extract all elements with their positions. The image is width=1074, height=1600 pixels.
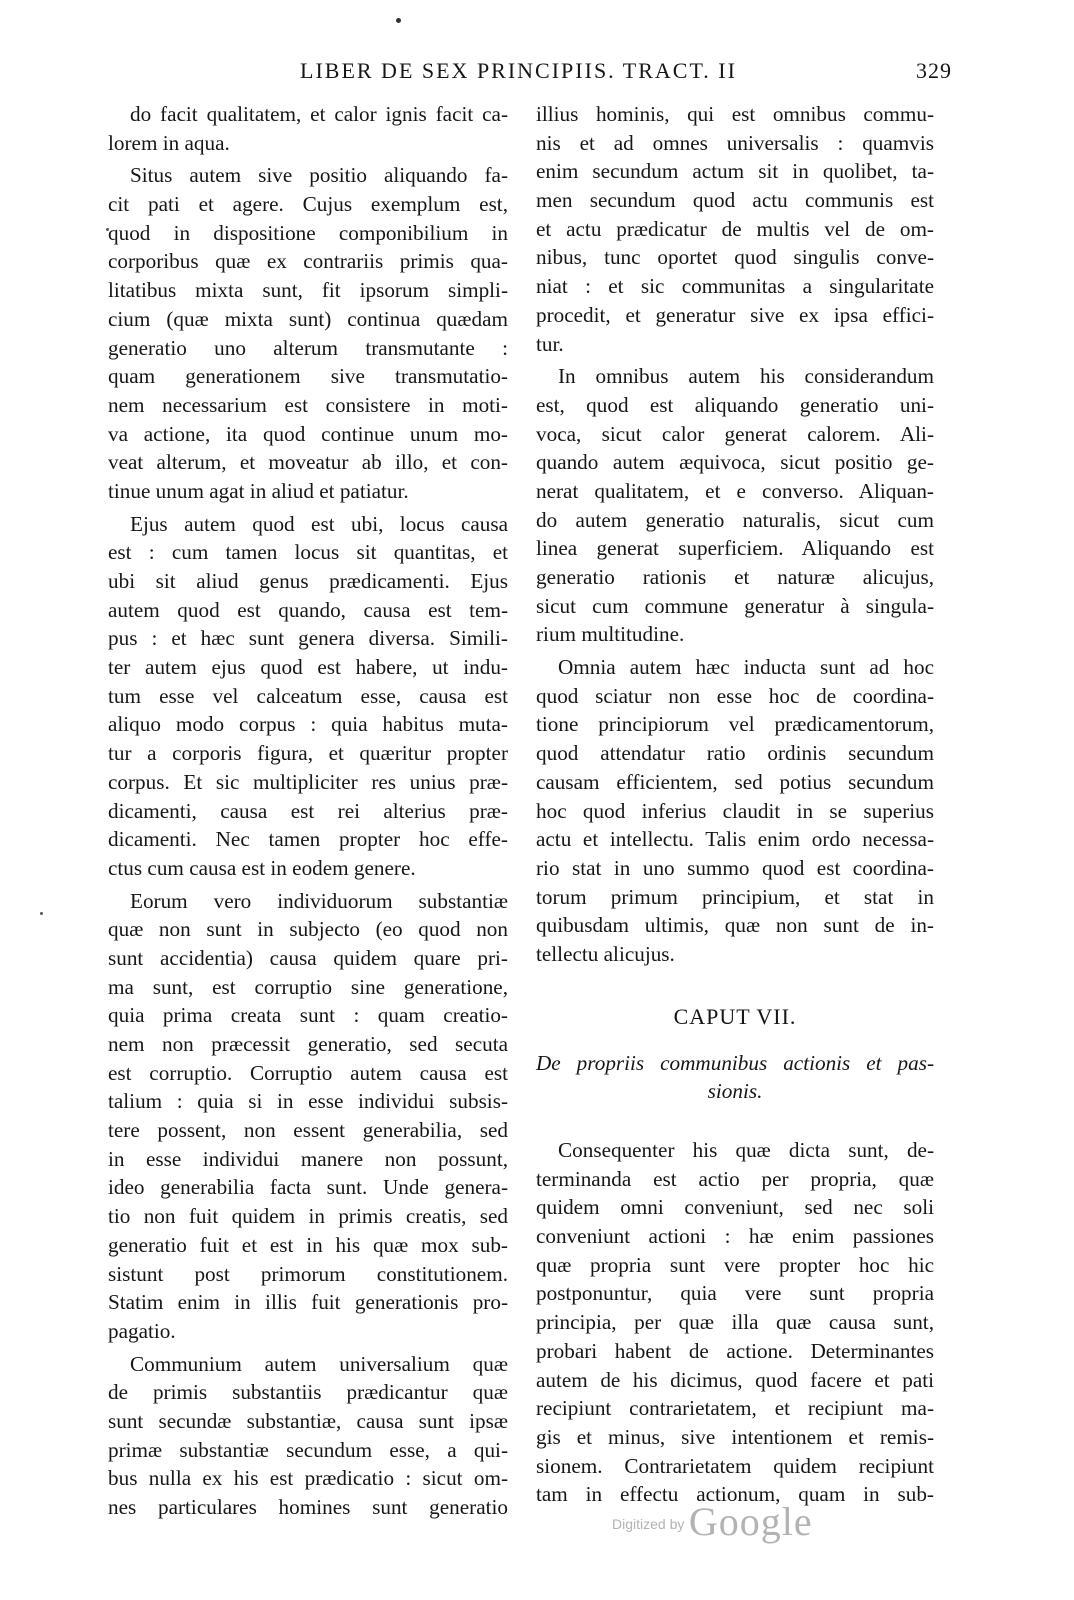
text-line: talium : quia si in esse individui subsis- [108, 1089, 508, 1114]
text-line: nis et ad omnes universalis : quamvis [536, 130, 934, 155]
text-line: conveniunt actioni : hæ enim passiones [536, 1224, 934, 1249]
text-line: pagatio. [108, 1318, 176, 1343]
text-line: quam generationem sive transmutatio- [108, 364, 508, 389]
watermark-prefix: Digitized by [612, 1516, 685, 1532]
text-line: do facit qualitatem, et calor ignis facit ca- [130, 102, 508, 126]
text-line: quando autem æquivoca, sicut positio ge- [536, 450, 934, 475]
text-line: rio stat in uno summo quod est coordina- [536, 855, 934, 880]
text-line: ma sunt, est corruptio sine generatione, [108, 974, 508, 999]
subtitle-line: sionis. [707, 1079, 763, 1104]
text-line: nibus, tunc oportet quod singulis conve- [536, 245, 934, 270]
text-line: postponuntur, quia vere sunt propria [536, 1281, 934, 1306]
text-line: tam in effectu actionum, quam in sub- [536, 1482, 934, 1507]
subtitle-line: De propriis communibus actionis et pas- [536, 1050, 934, 1075]
text-line: corpus. Et sic multipliciter res unius præ- [108, 769, 508, 794]
text-line: Eorum vero individuorum substantiæ [130, 888, 508, 913]
text-line: sicut cum commune generatur à singula- [536, 593, 934, 618]
paragraph [536, 362, 934, 649]
text-line: nem non præcessit generatio, sed secuta [108, 1032, 508, 1056]
text-line: quod sciatur non esse hoc de coordina- [536, 683, 934, 708]
text-line: corporibus quæ ex contrariis primis qua- [108, 249, 508, 274]
text-line: rium multitudine. [536, 622, 685, 647]
ink-dot [396, 18, 401, 23]
text-line: ter autem ejus quod est habere, ut indu- [108, 655, 508, 680]
text-line: generatio rationis et naturæ alicujus, [536, 565, 934, 589]
text-line: autem de his dicimus, quod facere et pati [536, 1367, 934, 1392]
text-line: voca, sicut calor generat calorem. Ali- [536, 421, 934, 446]
text-line: tere possent, non essent generabilia, sed [108, 1118, 508, 1143]
text-line: tum esse vel calceatum esse, causa est [108, 683, 508, 708]
text-line: lorem in aqua. [108, 130, 230, 155]
text-line: Statim enim in illis fuit generationis pro- [108, 1290, 508, 1315]
paragraph [108, 510, 508, 883]
text-line: sunt secundæ substantiæ, causa sunt ipsæ [108, 1408, 508, 1433]
paragraph [108, 887, 508, 1346]
text-line: autem quod est quando, causa est tem- [108, 597, 508, 622]
text-line: gis et minus, sive intentionem et remis- [536, 1424, 934, 1449]
text-line: primæ substantiæ secundum esse, a qui- [108, 1437, 508, 1462]
paragraph [108, 100, 508, 157]
text-line: men secundum quod actu communis est [536, 188, 934, 213]
text-line: niat : et sic communitas a singularitate [536, 274, 934, 299]
text-line: quæ propria sunt vere propter hoc hic [536, 1252, 934, 1277]
text-line: generatio uno alterum transmutante : [108, 335, 508, 360]
text-line: nerat qualitatem, et e converso. Aliquan- [536, 478, 934, 503]
text-line: aliquo modo corpus : quia habitus muta- [108, 712, 508, 737]
right-column-top-text [536, 100, 934, 969]
text-line: cit pati et agere. Cujus exemplum est, [108, 192, 508, 217]
text-line: ideo generabilia facta sunt. Unde genera- [108, 1175, 508, 1200]
text-line: est corruptio. Corruptio autem causa est [108, 1060, 508, 1085]
paragraph [108, 1350, 508, 1522]
text-line: ubi sit aliud genus prædicamenti. Ejus [108, 569, 508, 593]
text-line: nes particulares homines sunt generatio [108, 1495, 508, 1519]
text-line: do autem generatio naturalis, sicut cum [536, 507, 934, 532]
text-line: Omnia autem hæc inducta sunt ad hoc [558, 655, 934, 680]
text-line: veat alterum, et moveatur ab illo, et con- [108, 450, 508, 475]
text-line: Consequenter his quæ dicta sunt, de- [558, 1138, 934, 1162]
text-line: tinue unum agat in aliud et patiatur. [108, 478, 409, 503]
text-line: generatio fuit et est in his quæ mox sub- [108, 1232, 508, 1257]
paragraph [536, 100, 934, 358]
running-head-title: LIBER DE SEX PRINCIPIIS. TRACT. II [300, 58, 737, 83]
right-text-column [536, 100, 934, 1513]
text-line: quod attendatur ratio ordinis secundum [536, 741, 934, 766]
paragraph [536, 653, 934, 969]
text-line: Ejus autem quod est ubi, locus causa [130, 511, 508, 536]
text-line: tur a corporis figura, et quæritur propter [108, 741, 508, 766]
text-line: tio non fuit quidem in primis creatis, sed [108, 1204, 508, 1229]
text-line: quod in dispositione componibilium in [108, 220, 508, 245]
text-line: illius hominis, qui est omnibus commu- [536, 102, 934, 126]
text-line: causam efficientem, sed potius secundum [536, 769, 934, 794]
text-line: quia prima creata sunt : quam creatio- [108, 1003, 508, 1028]
text-line: actu et intellectu. Talis enim ordo necessa- [536, 827, 934, 852]
text-line: hoc quod inferius claudit in se superius [536, 798, 934, 823]
text-line: de primis substantiis prædicantur quæ [108, 1380, 508, 1405]
text-line: enim secundum actum sit in quolibet, ta- [536, 159, 934, 184]
google-logo: Google [688, 1499, 813, 1544]
text-line: est : cum tamen locus sit quantitas, et [108, 540, 508, 565]
text-line: in esse individui manere non possunt, [108, 1146, 508, 1171]
text-line: Communium autem universalium quæ [130, 1351, 508, 1376]
text-line: bus nulla ex his est prædicatio : sicut om- [108, 1466, 508, 1491]
text-line: ctus cum causa est in eodem genere. [108, 855, 416, 880]
paragraph [536, 1136, 934, 1509]
text-line: recipiunt contrarietatem, et recipiunt ma- [536, 1396, 934, 1421]
text-line: linea generat superficiem. Aliquando est [536, 536, 934, 561]
text-line: sistunt post primorum constitutionem. [108, 1261, 508, 1286]
chapter-heading: CAPUT VII. [673, 1003, 797, 1029]
text-line: sunt accidentia) causa quidem quare pri- [108, 945, 508, 970]
text-line: dicamenti, causa est rei alterius præ- [108, 798, 508, 823]
text-line: tione principiorum vel prædicamentorum, [536, 712, 934, 737]
text-line: sionem. Contrarietatem quidem recipiunt [536, 1453, 934, 1478]
right-column-bottom-text [536, 1136, 934, 1509]
text-line: tur. [536, 331, 564, 356]
ink-speck [40, 912, 43, 915]
text-line: quidem omni conveniunt, sed nec soli [536, 1195, 934, 1220]
text-line: torum primum principium, et stat in [536, 884, 934, 909]
text-line: tellectu alicujus. [536, 941, 675, 966]
text-line: terminanda est actio per propria, quæ [536, 1166, 934, 1191]
text-line: dicamenti. Nec tamen propter hoc effe- [108, 827, 508, 852]
text-line: pus : et hæc sunt genera diversa. Simili- [108, 626, 508, 651]
text-line: nem necessarium est consistere in moti- [108, 392, 508, 417]
text-line: cium (quæ mixta sunt) continua quædam [108, 306, 508, 331]
text-line: quæ non sunt in subjecto (eo quod non [108, 917, 508, 942]
text-line: est, quod est aliquando generatio uni- [536, 392, 934, 417]
text-line: et actu prædicatur de multis vel de om- [536, 216, 934, 241]
text-line: In omnibus autem his considerandum [558, 364, 934, 389]
chapter-subtitle [536, 1049, 934, 1106]
text-line: probari habent de actione. Determinantes [536, 1338, 934, 1363]
page-number: 329 [916, 58, 952, 83]
paragraph [108, 161, 508, 505]
text-line: principia, per quæ illa quæ causa sunt, [536, 1310, 934, 1335]
text-line: quibusdam ultimis, quæ non sunt de in- [536, 913, 934, 938]
digitized-watermark [612, 1498, 813, 1545]
text-line: va actione, ita quod continue unum mo- [108, 421, 508, 446]
left-text-column [108, 100, 508, 1526]
text-line: litatibus mixta sunt, fit ipsorum simpli- [108, 278, 508, 303]
text-line: Situs autem sive positio aliquando fa- [130, 163, 508, 188]
text-line: procedit, et generatur sive ex ipsa effici- [536, 302, 934, 327]
